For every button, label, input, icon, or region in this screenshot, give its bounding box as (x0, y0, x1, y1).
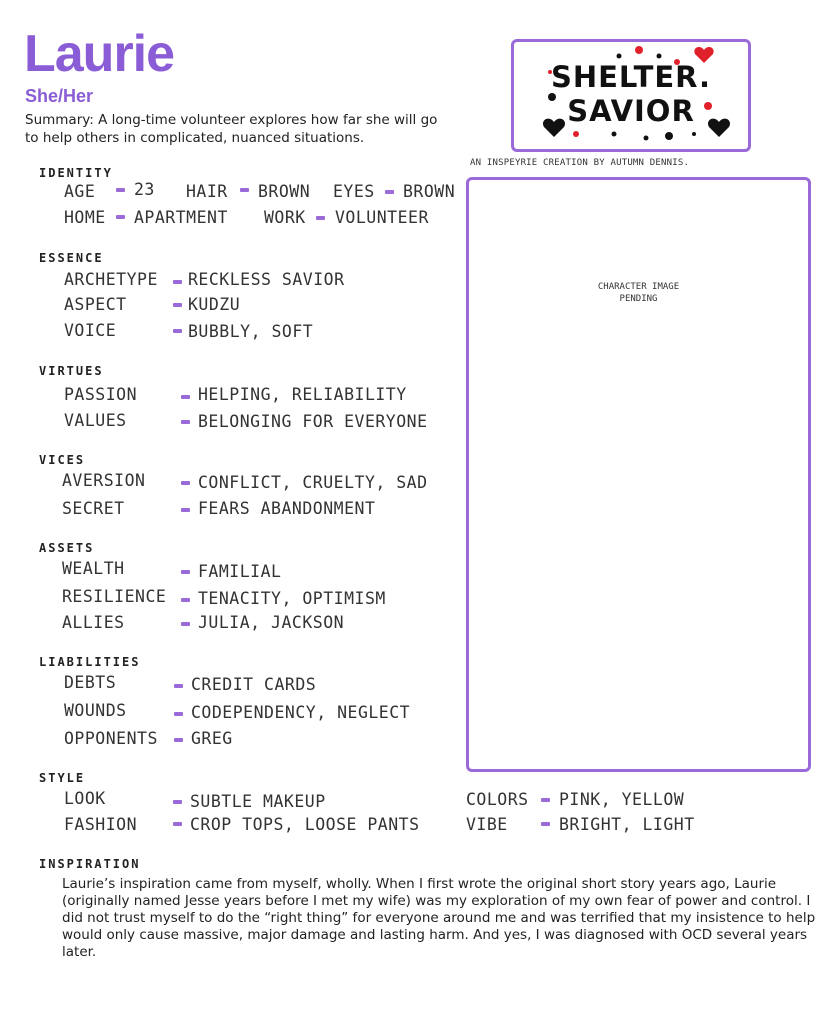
separator (174, 684, 183, 688)
logo-text-line1: SHELTER. (550, 60, 712, 94)
age-value: 23 (134, 180, 155, 199)
aversion-label: AVERSION (62, 471, 146, 490)
wealth-label: WEALTH (62, 559, 125, 578)
home-label: HOME (64, 208, 106, 227)
eyes-value: BROWN (403, 182, 456, 201)
separator (116, 188, 125, 192)
vibe-value: BRIGHT, LIGHT (559, 815, 695, 834)
home-value: APARTMENT (134, 208, 228, 227)
separator (541, 822, 550, 826)
passion-label: PASSION (64, 385, 138, 404)
resilience-value: TENACITY, OPTIMISM (198, 589, 386, 608)
passion-value: HELPING, RELIABILITY (198, 385, 407, 404)
colors-label: COLORS (466, 790, 529, 809)
debts-label: DEBTS (64, 673, 117, 692)
pronouns: She/Her (25, 86, 94, 106)
age-label: AGE (64, 182, 96, 201)
secret-label: SECRET (62, 499, 125, 518)
aversion-value: CONFLICT, CRUELTY, SAD (198, 473, 428, 492)
section-virtues: VIRTUES (39, 364, 104, 378)
section-identity: IDENTITY (39, 166, 113, 180)
vibe-label: VIBE (466, 815, 508, 834)
voice-label: VOICE (64, 321, 117, 340)
character-image-frame (466, 177, 811, 772)
separator (181, 420, 190, 424)
fashion-label: FASHION (64, 815, 138, 834)
resilience-label: RESILIENCE (62, 587, 167, 606)
separator (181, 570, 190, 574)
section-style: STYLE (39, 771, 86, 785)
archetype-value: RECKLESS SAVIOR (188, 270, 345, 289)
separator (385, 190, 394, 194)
secret-value: FEARS ABANDONMENT (198, 499, 376, 518)
logo-text-line2: SAVIOR (567, 94, 695, 128)
separator (174, 712, 183, 716)
debts-value: CREDIT CARDS (191, 675, 317, 694)
colors-value: PINK, YELLOW (559, 790, 685, 809)
values-label: VALUES (64, 411, 127, 430)
wounds-value: CODEPENDENCY, NEGLECT (191, 703, 411, 722)
separator (174, 738, 183, 742)
shelter-savior-logo (511, 39, 751, 152)
allies-label: ALLIES (62, 613, 125, 632)
separator (181, 508, 190, 512)
hair-label: HAIR (186, 182, 228, 201)
separator (316, 216, 325, 220)
separator (173, 329, 182, 333)
opponents-label: OPPONENTS (64, 729, 158, 748)
section-assets: ASSETS (39, 541, 95, 555)
eyes-label: EYES (333, 182, 375, 201)
values-value: BELONGING FOR EVERYONE (198, 412, 428, 431)
fashion-value: CROP TOPS, LOOSE PANTS (190, 815, 420, 834)
section-vices: VICES (39, 453, 86, 467)
work-label: WORK (264, 208, 306, 227)
separator (181, 395, 190, 399)
separator (173, 822, 182, 826)
character-name: Laurie (24, 25, 175, 83)
archetype-label: ARCHETYPE (64, 270, 158, 289)
separator (541, 798, 550, 802)
aspect-value: KUDZU (188, 295, 241, 314)
voice-value: BUBBLY, SOFT (188, 322, 314, 341)
image-placeholder-text: CHARACTER IMAGE PENDING (597, 282, 680, 304)
work-value: VOLUNTEER (335, 208, 429, 227)
separator (240, 188, 249, 192)
separator (116, 215, 125, 219)
separator (173, 280, 182, 284)
inspiration-text: Laurie’s inspiration came from myself, wholly. When I first wrote the original short story years ago, Laurie (originally named Jesse years before I met my wife) was my exploration of my own fear of power and control. I did not trust myself to do the “right thing” for everyone around me and was terrified that my insistence to help would only cause massive, major damage and lasting harm. And yes, I was diagnosed with OCD several years later. (62, 876, 816, 960)
section-inspiration: INSPIRATION (39, 857, 141, 871)
separator (173, 303, 182, 307)
credit-line: AN INSPEYRIE CREATION BY AUTUMN DENNIS. (470, 158, 690, 168)
separator (173, 800, 182, 804)
section-essence: ESSENCE (39, 251, 104, 265)
wealth-value: FAMILIAL (198, 562, 282, 581)
summary: Summary: A long-time volunteer explores how far she will go to help others in complicated, nuanced situations. (25, 112, 438, 146)
wounds-label: WOUNDS (64, 701, 127, 720)
hair-value: BROWN (258, 182, 311, 201)
allies-value: JULIA, JACKSON (198, 613, 345, 632)
section-liabilities: LIABILITIES (39, 655, 141, 669)
look-value: SUBTLE MAKEUP (190, 792, 326, 811)
separator (181, 481, 190, 485)
separator (181, 598, 190, 602)
aspect-label: ASPECT (64, 295, 127, 314)
look-label: LOOK (64, 789, 106, 808)
separator (181, 622, 190, 626)
opponents-value: GREG (191, 729, 233, 748)
